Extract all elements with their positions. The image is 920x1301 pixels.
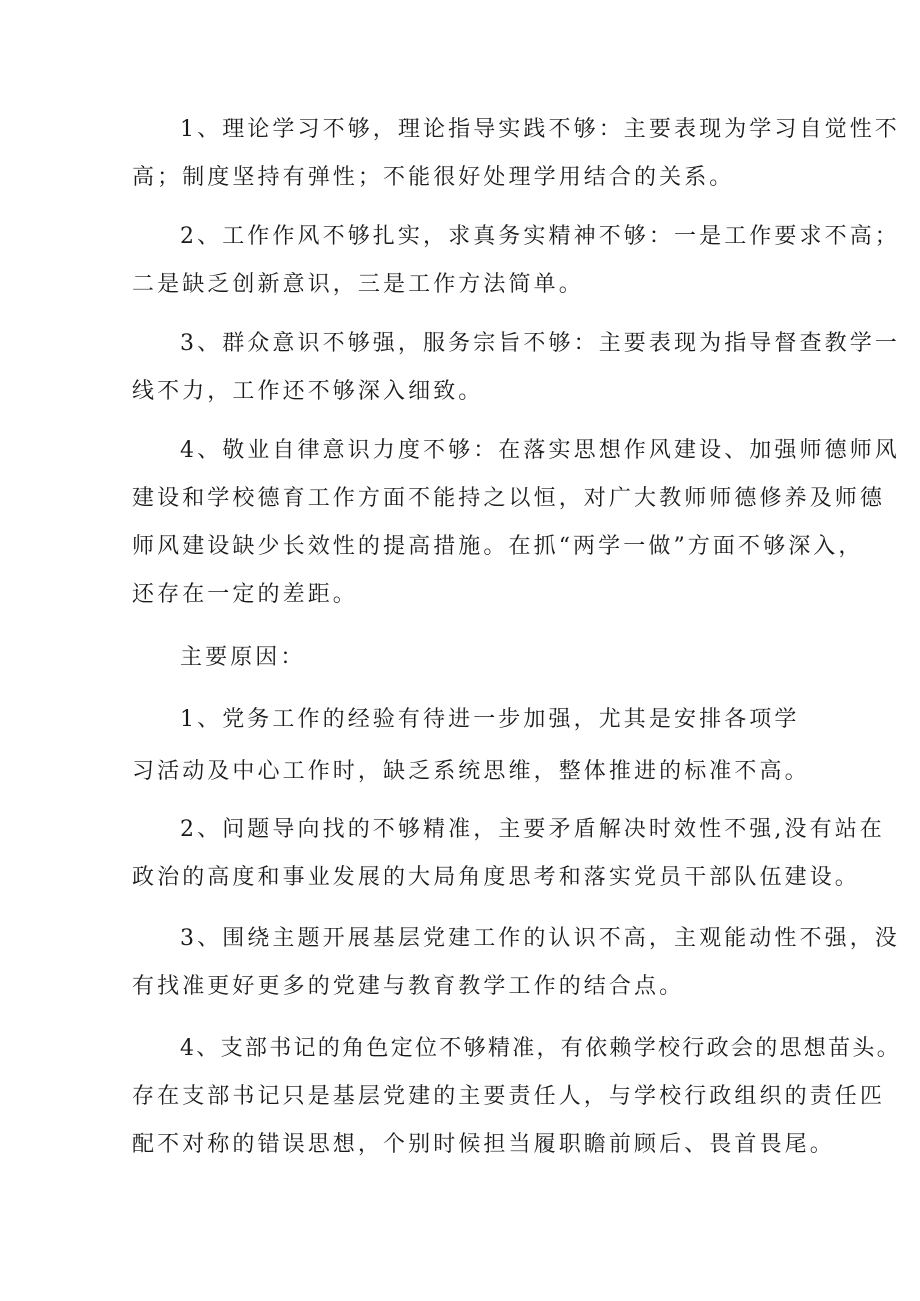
reason-2-line-2: 政治的高度和事业发展的大局角度思考和落实党员干部队伍建设。 [132,865,860,890]
reason-1-line-2: 习活动及中心工作时，缺乏系统思维，整体推进的标准不高。 [132,759,810,784]
reason-3-line-2: 有找准更好更多的党建与教育教学工作的结合点。 [132,974,685,999]
problem-1-line-1: 1、理论学习不够，理论指导实践不够：主要表现为学习自觉性不 [180,117,900,142]
reason-1-line-1: 1、党务工作的经验有待进一步加强，尤其是安排各项学 [180,707,800,732]
problem-4-line-2: 建设和学校德育工作方面不能持之以恒，对广大教师师德修养及师德 [132,486,886,511]
reason-4-line-1: 4、支部书记的角色定位不够精准，有依赖学校行政会的思想苗头。 [180,1036,901,1061]
problem-3-line-1: 3、群众意识不够强，服务宗旨不够：主要表现为指导督查教学一 [180,331,900,356]
reasons-heading: 主要原因： [180,645,306,670]
problem-4-line-1: 4、敬业自律意识力度不够：在落实思想作风建设、加强师德师风 [180,438,900,463]
problem-2-line-2: 二是缺乏创新意识，三是工作方法简单。 [132,272,584,297]
problem-4-line-4: 还存在一定的差距。 [132,582,358,607]
problem-2-line-1: 2、工作作风不够扎实，求真务实精神不够：一是工作要求不高； [180,224,900,249]
problem-3-line-2: 线不力，工作还不够深入细致。 [132,379,484,404]
reason-2-line-1: 2、问题导向找的不够精准，主要矛盾解决时效性不强,没有站在 [180,817,885,842]
problem-4-line-3: 师风建设缺少长效性的提高措施。在抓“两学一做”方面不够深入， [132,534,864,559]
reason-4-line-2: 存在支部书记只是基层党建的主要责任人，与学校行政组织的责任匹 [132,1084,886,1109]
reason-4-line-3: 配不对称的错误思想，个别时候担当履职瞻前顾后、畏首畏尾。 [132,1132,835,1157]
reason-3-line-1: 3、围绕主题开展基层党建工作的认识不高，主观能动性不强，没 [180,926,900,951]
problem-1-line-2: 高；制度坚持有弹性；不能很好处理学用结合的关系。 [132,165,735,190]
